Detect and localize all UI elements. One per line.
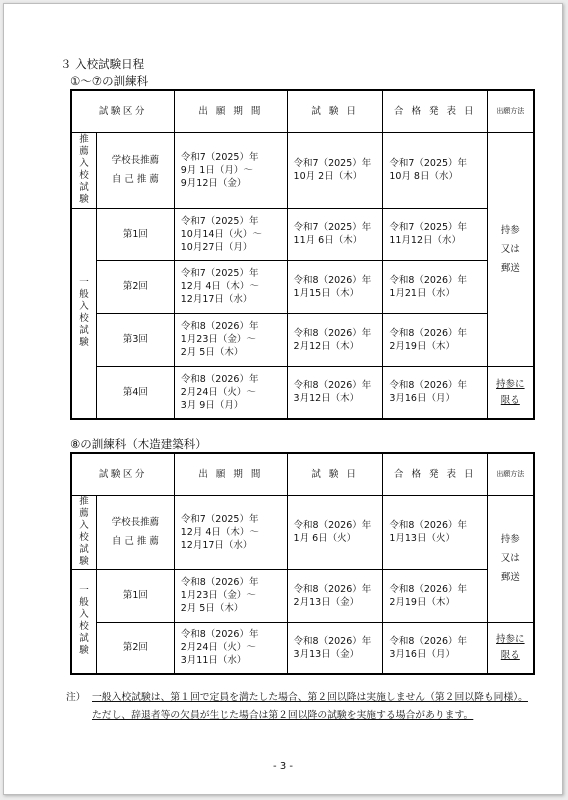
result-date: 令和8（2026）年 2月19日（木） — [383, 569, 487, 622]
header-exam-date: 試 験 日 — [287, 90, 383, 132]
result-date: 令和8（2026）年 1月21日（水） — [383, 260, 487, 313]
application-method-note: 持参に 限る — [487, 622, 534, 674]
table-header-row — [71, 90, 534, 132]
exam-date: 令和8（2026）年 1月15日（木） — [287, 260, 383, 313]
page-number: - 3 - — [273, 761, 293, 772]
result-date: 令和8（2026）年 3月16日（月） — [383, 366, 487, 419]
result-date: 令和8（2026）年 3月16日（月） — [383, 622, 487, 674]
table-row-round-1 — [71, 569, 534, 622]
group-label-suisen: 推薦入校試験 — [71, 495, 97, 569]
application-period: 令和8（2026）年 1月23日（金）〜 2月 5日（木） — [174, 313, 287, 366]
result-date: 令和8（2026）年 1月13日（火） — [383, 495, 487, 569]
header-period: 出 願 期 間 — [174, 453, 287, 495]
exam-round-label: 第4回 — [97, 366, 175, 419]
note-line-1: 一般入校試験は、第１回で定員を満たした場合、第２回以降は実施しません（第２回以降も同様）。 — [92, 692, 528, 703]
table-row-round-2 — [71, 260, 534, 313]
note-label: 注） — [66, 692, 86, 703]
result-date: 令和7（2025）年 10月 8日（水） — [383, 132, 487, 208]
exam-date: 令和7（2025）年 11月 6日（木） — [287, 208, 383, 260]
exam-round-label: 第1回 — [97, 569, 175, 622]
header-result-date: 合 格 発 表 日 — [383, 90, 487, 132]
table-header-row — [71, 453, 534, 495]
application-method: 持参 又は 郵送 — [487, 132, 534, 366]
table2-caption: ⑧の訓練科（木造建築科） — [70, 437, 207, 451]
application-period: 令和8（2026）年 2月24日（火）〜 3月11日（水） — [174, 622, 287, 674]
exam-round-label: 第2回 — [97, 622, 175, 674]
header-method: 出願方法 — [487, 453, 534, 495]
table-row-round-2 — [71, 622, 534, 674]
exam-date: 令和8（2026）年 2月12日（木） — [287, 313, 383, 366]
header-category: 試験区分 — [71, 453, 174, 495]
table-row-suisen — [71, 132, 534, 208]
exam-round-label: 第1回 — [97, 208, 175, 260]
header-result-date: 合 格 発 表 日 — [383, 453, 487, 495]
application-period: 令和7（2025）年 9月 1日（月）〜 9月12日（金） — [174, 132, 287, 208]
exam-date: 令和8（2026）年 2月13日（金） — [287, 569, 383, 622]
exam-round-label: 第2回 — [97, 260, 175, 313]
header-category: 試験区分 — [71, 90, 174, 132]
exam-date: 令和8（2026）年 3月13日（金） — [287, 622, 383, 674]
table-row-suisen — [71, 495, 534, 569]
exam-type-suisen: 学校長推薦 自 己 推 薦 — [97, 495, 175, 569]
exam-date: 令和8（2026）年 3月12日（木） — [287, 366, 383, 419]
application-period: 令和8（2026）年 2月24日（火）〜 3月 9日（月） — [174, 366, 287, 419]
application-period: 令和8（2026）年 1月23日（金）〜 2月 5日（木） — [174, 569, 287, 622]
section-heading: ３ 入校試験日程 — [60, 57, 145, 71]
table-row-round-3 — [71, 313, 534, 366]
header-method: 出願方法 — [487, 90, 534, 132]
application-method: 持参 又は 郵送 — [487, 495, 534, 622]
schedule-table-2 — [70, 452, 535, 675]
schedule-table-1 — [70, 89, 535, 420]
header-exam-date: 試 験 日 — [287, 453, 383, 495]
document-page — [3, 3, 563, 795]
application-period: 令和7（2025）年 12月 4日（木）〜 12月17日（水） — [174, 495, 287, 569]
table-row-round-1 — [71, 208, 534, 260]
header-period: 出 願 期 間 — [174, 90, 287, 132]
application-period: 令和7（2025）年 12月 4日（木）〜 12月17日（水） — [174, 260, 287, 313]
exam-date: 令和8（2026）年 1月 6日（火） — [287, 495, 383, 569]
exam-date: 令和7（2025）年 10月 2日（木） — [287, 132, 383, 208]
exam-round-label: 第3回 — [97, 313, 175, 366]
table-row-round-4 — [71, 366, 534, 419]
exam-type-suisen: 学校長推薦 自 己 推 薦 — [97, 132, 175, 208]
group-label-suisen: 推薦入校試験 — [71, 132, 97, 208]
application-period: 令和7（2025）年 10月14日（火）〜 10月27日（月） — [174, 208, 287, 260]
result-date: 令和8（2026）年 2月19日（木） — [383, 313, 487, 366]
result-date: 令和7（2025）年 11月12日（水） — [383, 208, 487, 260]
note-line-2: ただし、辞退者等の欠員が生じた場合は第２回以降の試験を実施する場合があります。 — [92, 710, 474, 721]
group-label-ippan: 一般入校試験 — [71, 569, 97, 674]
group-label-ippan: 一般入校試験 — [71, 208, 97, 419]
table1-caption: ①〜⑦の訓練科 — [70, 74, 149, 88]
application-method-note: 持参に 限る — [487, 366, 534, 419]
